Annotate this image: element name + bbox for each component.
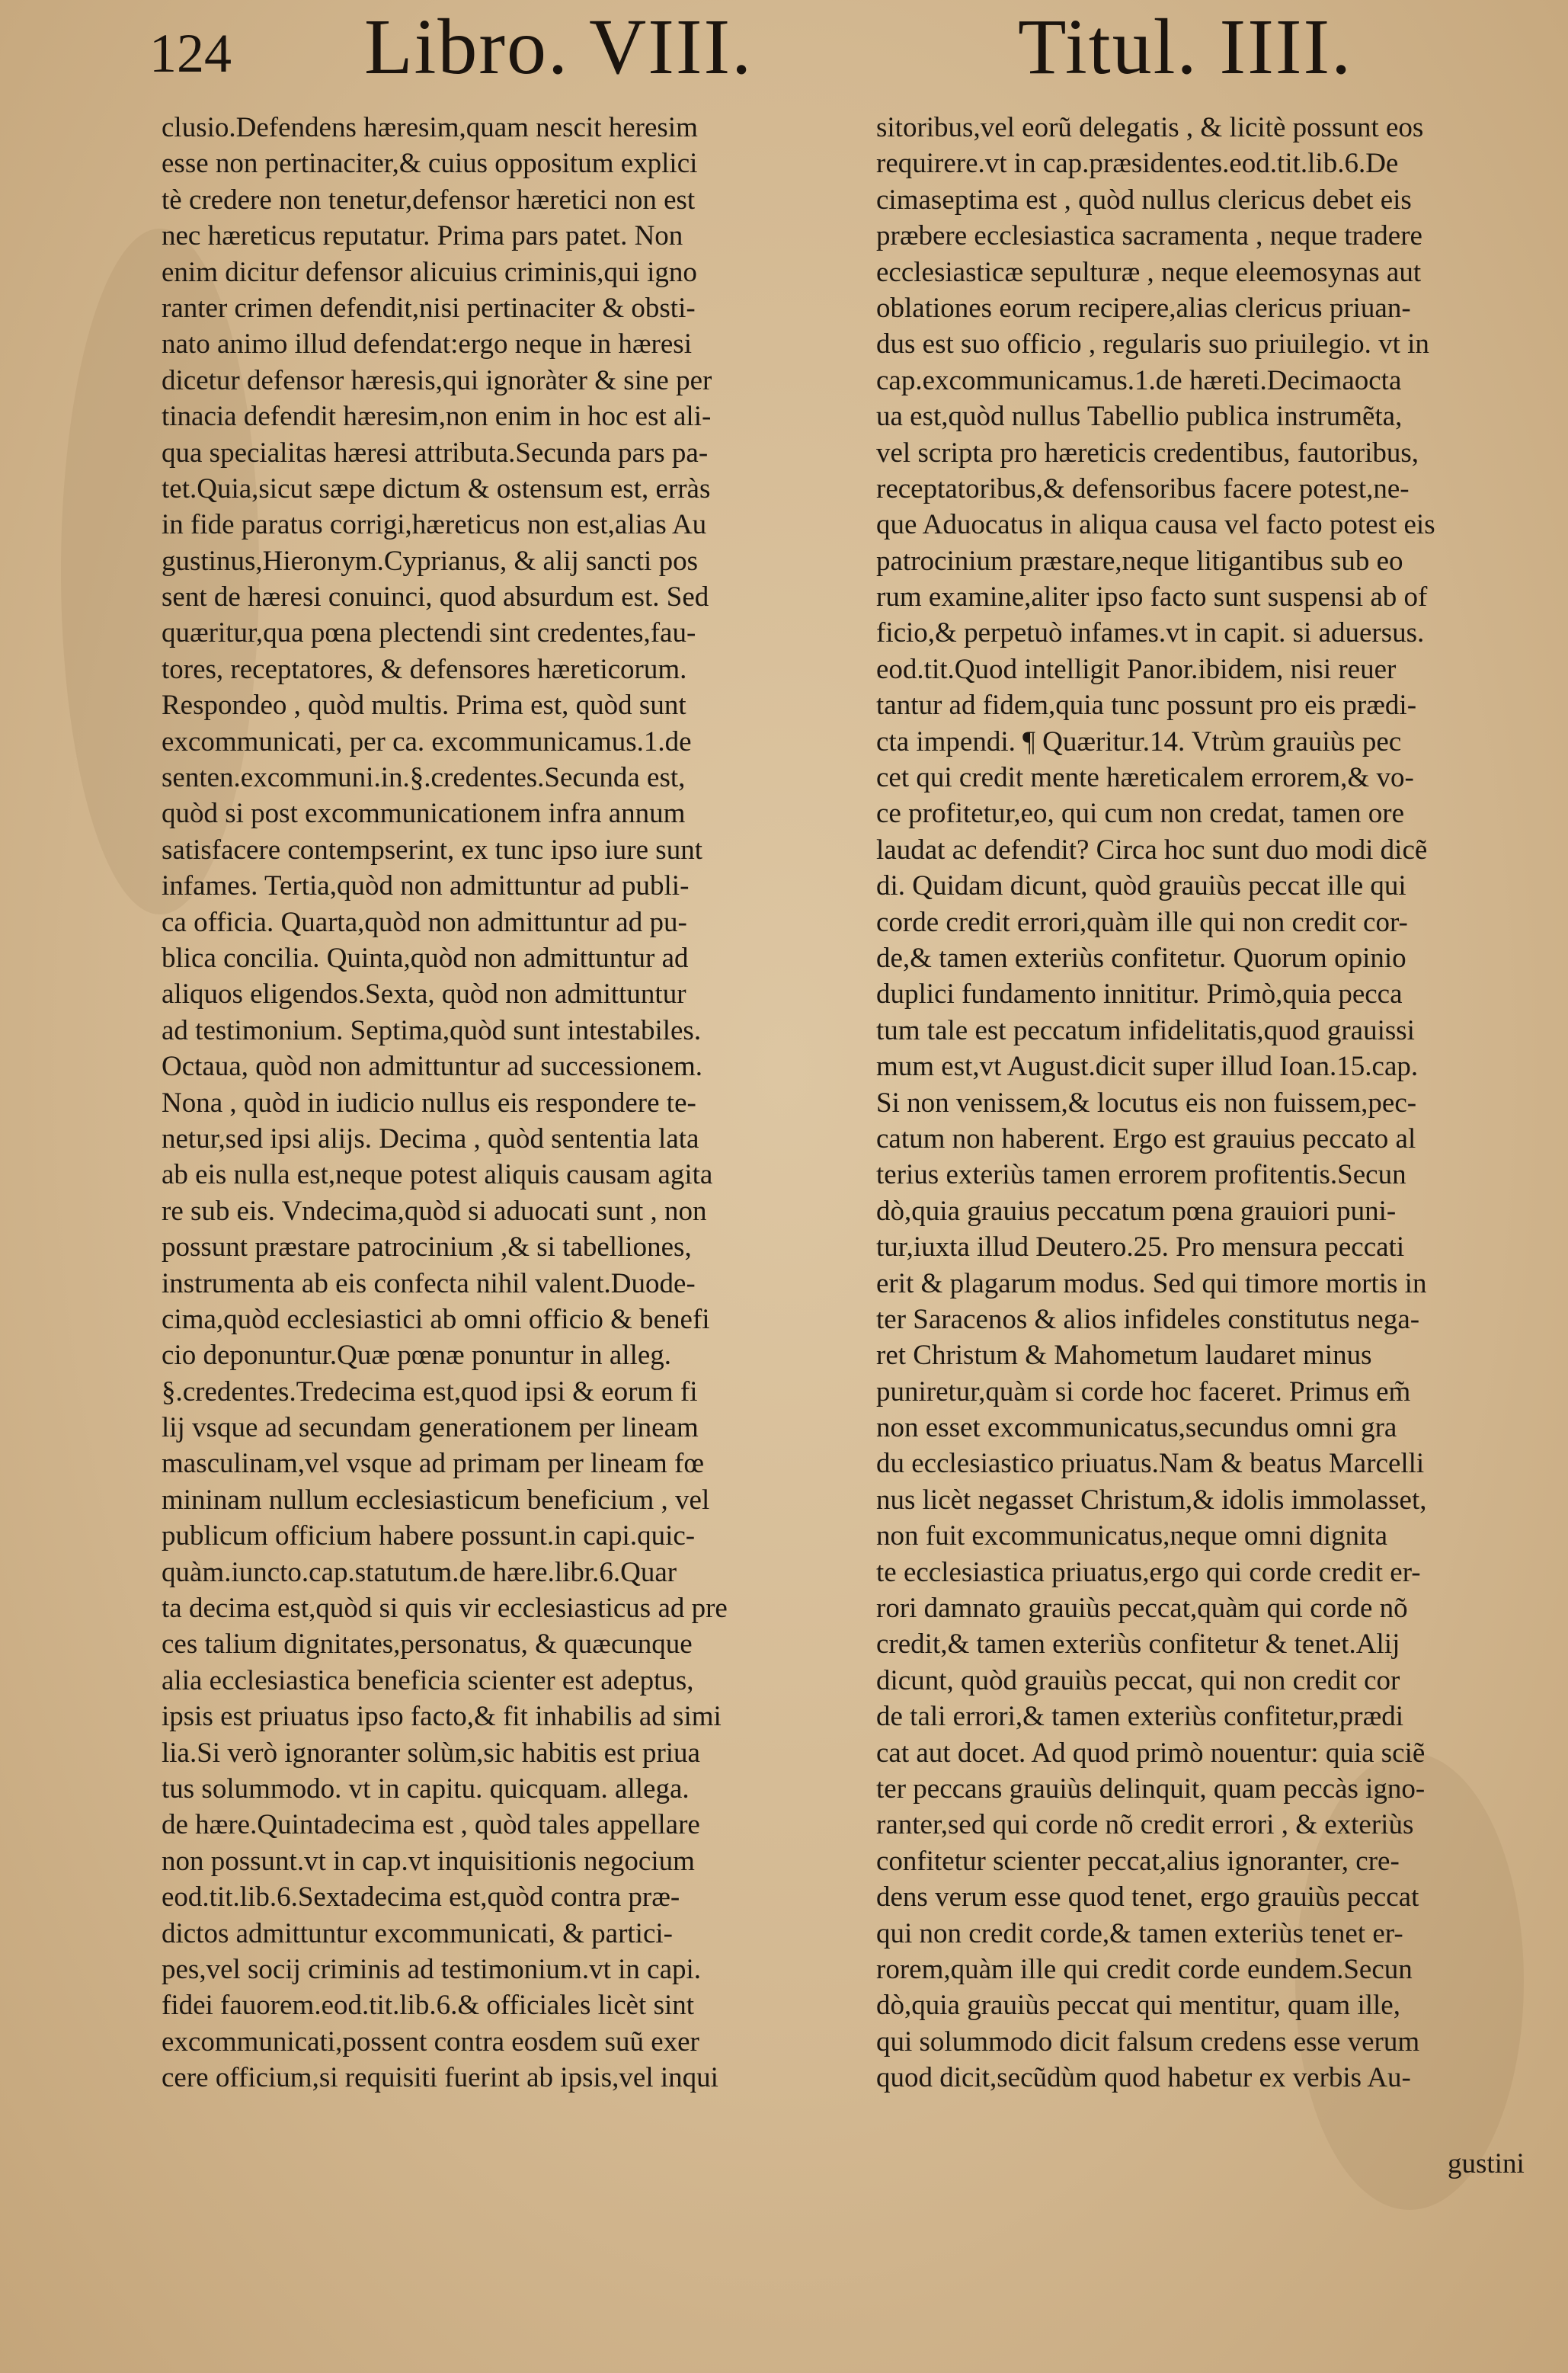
text-line: duplici fundamento innititur. Primò,quia pecca [876,978,1403,1010]
text-line: possunt præstare patrocinium ,& si tabelliones, [162,1231,692,1263]
text-line: satisfacere contempserint, ex tunc ipso iure sunt [162,834,702,866]
text-line: de,& tamen exteriùs confitetur. Quorum opinio [876,942,1406,974]
text-line: tè credere non tenetur,defensor hæretici non est [162,184,696,216]
text-line: ter Saracenos & alios infideles constitutus nega- [876,1303,1420,1335]
text-line: Nona , quòd in iudicio nullus eis respondere te- [162,1087,696,1119]
text-line: ipsis est priuatus ipso facto,& fit inhabilis ad simi [162,1701,722,1733]
text-line: quòd si post excommunicationem infra annum [162,798,686,830]
text-line: cere officium,si requisiti fuerint ab ipsis,vel inqui [162,2062,718,2094]
text-line: excommunicati,possent contra eosdem suũ exer [162,2026,699,2058]
text-line: senten.excommuni.in.§.credentes.Secunda est, [162,762,686,794]
text-line: cat aut docet. Ad quod primò nouentur: quia sciẽ [876,1737,1426,1769]
text-column-right [876,110,1531,2096]
folio-number: 124 [149,23,232,84]
text-line: ret Christum & Mahometum laudaret minus [876,1340,1372,1372]
text-line: cimaseptima est , quòd nullus clericus debet eis [876,184,1412,216]
text-line: qua specialitas hæresi attributa.Secunda pars pa- [162,437,709,469]
text-line: di. Quidam dicunt, quòd grauiùs peccat ille qui [876,870,1406,902]
text-line: dictos admittuntur excommunicati, & partici- [162,1917,673,1949]
text-line: quàm.iuncto.cap.statutum.de hære.libr.6.Quar [162,1556,677,1588]
text-line: eod.tit.lib.6.Sextadecima est,quòd contra præ- [162,1881,680,1913]
text-line: tinacia defendit hæresim,non enim in hoc est ali- [162,401,712,433]
text-line: cta impendi. ¶ Quæritur.14. Vtrùm grauiùs pec [876,725,1402,757]
text-column-left [162,110,832,2096]
text-line: ter peccans grauiùs delinquit, quam peccàs igno- [876,1773,1426,1805]
text-line: ab eis nulla est,neque potest aliquis causam agita [162,1159,713,1191]
text-line: erit & plagarum modus. Sed qui timore mortis in [876,1267,1427,1299]
text-line: du ecclesiastico priuatus.Nam & beatus Marcelli [876,1448,1425,1480]
text-line: ficio,& perpetuò infames.vt in capit. si aduersus. [876,617,1425,649]
text-line: ad testimonium. Septima,quòd sunt intestabiles. [162,1014,702,1046]
text-line: Octaua, quòd non admittuntur ad successionem. [162,1051,703,1083]
text-line: cio deponuntur.Quæ pœnæ ponuntur in alleg. [162,1340,672,1372]
text-line: que Aduocatus in aliqua causa vel facto potest eis [876,509,1435,541]
text-line: tores, receptatores, & defensores hæreticorum. [162,653,687,685]
text-line: sent de hæresi conuinci, quod absurdum est. Sed [162,581,709,613]
text-line: Respondeo , quòd multis. Prima est, quòd sunt [162,690,686,722]
text-line: cap.excommunicamus.1.de hæreti.Decimaocta [876,364,1402,396]
text-line: tus solummodo. vt in capitu. quicquam. allega. [162,1773,690,1805]
text-line: nus licèt negasset Christum,& idolis immolasset, [876,1484,1427,1516]
text-line: confitetur scienter peccat,alius ignoranter, cre- [876,1845,1400,1877]
text-line: dò,quia grauiùs peccat qui mentitur, quam ille, [876,1990,1400,2022]
text-line: enim dicitur defensor alicuius criminis,qui igno [162,256,697,288]
text-line: tantur ad fidem,quia tunc possunt pro eis prædi- [876,690,1417,722]
text-line: non esset excommunicatus,secundus omni gra [876,1412,1397,1444]
text-line: de hære.Quintadecima est , quòd tales appellare [162,1809,700,1841]
text-line: quæritur,qua pœna plectendi sint credentes,fau- [162,617,696,649]
text-line: netur,sed ipsi alijs. Decima , quòd sententia lata [162,1122,699,1154]
text-line: ranter crimen defendit,nisi pertinaciter & obsti- [162,292,696,324]
text-line: lij vsque ad secundam generationem per lineam [162,1412,699,1444]
text-line: alia ecclesiastica beneficia scienter est adeptus, [162,1664,694,1696]
text-line: publicum officium habere possunt.in capi.quic- [162,1520,696,1552]
text-line: qui non credit corde,& tamen exteriùs tenet er- [876,1917,1403,1949]
text-line: laudat ac defendit? Circa hoc sunt duo modi dicẽ [876,834,1428,866]
text-line: dens verum esse quod tenet, ergo grauiùs peccat [876,1881,1419,1913]
text-line: nec hæreticus reputatur. Prima pars patet. Non [162,220,683,252]
text-line: masculinam,vel vsque ad primam per lineam fœ [162,1448,705,1480]
text-line: excommunicati, per ca. excommunicamus.1.de [162,725,692,757]
text-line: te ecclesiastica priuatus,ergo qui corde credit er- [876,1556,1421,1588]
text-line: in fide paratus corrigi,hæreticus non est,alias Au [162,509,707,541]
text-line: ce profitetur,eo, qui cum non credat, tamen ore [876,798,1405,830]
text-line: ces talium dignitates,personatus, & quæcunque [162,1628,693,1660]
text-line: eod.tit.Quod intelligit Panor.ibidem, nisi reuer [876,653,1397,685]
page-header [0,0,1568,95]
text-line: re sub eis. Vndecima,quòd si aduocati sunt , non [162,1195,707,1227]
text-line: fidei fauorem.eod.tit.lib.6.& officiales licèt sint [162,1990,695,2022]
text-line: rorem,quàm ille qui credit corde eundem.Secun [876,1953,1413,1985]
text-line: non possunt.vt in cap.vt inquisitionis negocium [162,1845,695,1877]
text-line: tur,iuxta illud Deutero.25. Pro mensura peccati [876,1231,1405,1263]
text-line: de tali errori,& tamen exteriùs confitetur,prædi [876,1701,1404,1733]
text-line: requirere.vt in cap.præsidentes.eod.tit.lib.6.De [876,148,1399,180]
text-line: Si non venissem,& locutus eis non fuissem,pec- [876,1087,1417,1119]
running-head-left: Libro. VIII. [364,3,754,91]
text-line: non fuit excommunicatus,neque omni dignita [876,1520,1388,1552]
running-head-right: Titul. IIII. [1018,3,1353,91]
text-line: ca officia. Quarta,quòd non admittuntur ad pu- [162,906,687,938]
text-line: sitoribus,vel eorũ delegatis , & licitè possunt eos [876,112,1424,143]
text-line: pes,vel socij criminis ad testimonium.vt in capi. [162,1953,702,1985]
text-line: ta decima est,quòd si quis vir ecclesiasticus ad pre [162,1593,728,1625]
text-line: lia.Si verò ignoranter solùm,sic habitis est priua [162,1737,700,1769]
text-line: corde credit errori,quàm ille qui non credit cor- [876,906,1408,938]
text-line: clusio.Defendens hæresim,quam nescit heresim [162,112,698,143]
text-line: ua est,quòd nullus Tabellio publica instrumẽta, [876,401,1403,433]
text-line: dò,quia grauius peccatum pœna grauiori puni- [876,1195,1397,1227]
text-line: ecclesiasticæ sepulturæ , neque eleemosynas aut [876,256,1422,288]
text-line: aliquos eligendos.Sexta, quòd non admittuntur [162,978,686,1010]
text-line: terius exteriùs tamen errorem profitentis.Secun [876,1159,1406,1191]
catchword: gustini [1448,2148,1525,2179]
text-line: oblationes eorum recipere,alias clericus priuan- [876,292,1411,324]
text-line: puniretur,quàm si corde hoc faceret. Primus em̃ [876,1375,1411,1407]
text-line: gustinus,Hieronym.Cyprianus, & alij sancti pos [162,545,698,577]
text-line: instrumenta ab eis confecta nihil valent.Duode- [162,1267,696,1299]
text-line: credit,& tamen exteriùs confitetur & tenet.Alij [876,1628,1400,1660]
text-line: qui solummodo dicit falsum credens esse verum [876,2026,1420,2058]
text-line: quod dicit,secũdùm quod habetur ex verbis Au- [876,2062,1411,2094]
text-line: receptatoribus,& defensoribus facere potest,ne- [876,472,1410,504]
text-line: dicunt, quòd grauiùs peccat, qui non credit cor [876,1664,1400,1696]
text-line: esse non pertinaciter,& cuius oppositum explici [162,148,698,180]
text-line: dicetur defensor hæresis,qui ignoràter & sine per [162,364,712,396]
text-line: blica concilia. Quinta,quòd non admittuntur ad [162,942,689,974]
text-line: rum examine,aliter ipso facto sunt suspensi ab of [876,581,1428,613]
text-line: tum tale est peccatum infidelitatis,quod grauissi [876,1014,1415,1046]
text-line: ranter,sed qui corde nõ credit errori , & exteriùs [876,1809,1414,1841]
text-line: cima,quòd ecclesiastici ab omni officio & benefi [162,1303,710,1335]
text-line: vel scripta pro hæreticis credentibus, fautoribus, [876,437,1419,469]
text-line: catum non haberent. Ergo est grauius peccato al [876,1122,1416,1154]
text-line: patrocinium præstare,neque litigantibus sub eo [876,545,1403,577]
text-line: §.credentes.Tredecima est,quod ipsi & eorum fi [162,1375,698,1407]
text-line: cet qui credit mente hæreticalem errorem,& vo- [876,762,1414,794]
text-line: infames. Tertia,quòd non admittuntur ad publi- [162,870,690,902]
text-line: nato animo illud defendat:ergo neque in hæresi [162,328,692,360]
text-line: mum est,vt August.dicit super illud Ioan.15.cap. [876,1051,1419,1083]
text-line: tet.Quia,sicut sæpe dictum & ostensum est, erràs [162,472,711,504]
text-line: præbere ecclesiastica sacramenta , neque tradere [876,220,1422,252]
text-line: rori damnato grauiùs peccat,quàm qui corde nõ [876,1593,1408,1625]
text-line: mininam nullum ecclesiasticum beneficium , vel [162,1484,710,1516]
text-line: dus est suo officio , regularis suo priuilegio. vt in [876,328,1429,360]
